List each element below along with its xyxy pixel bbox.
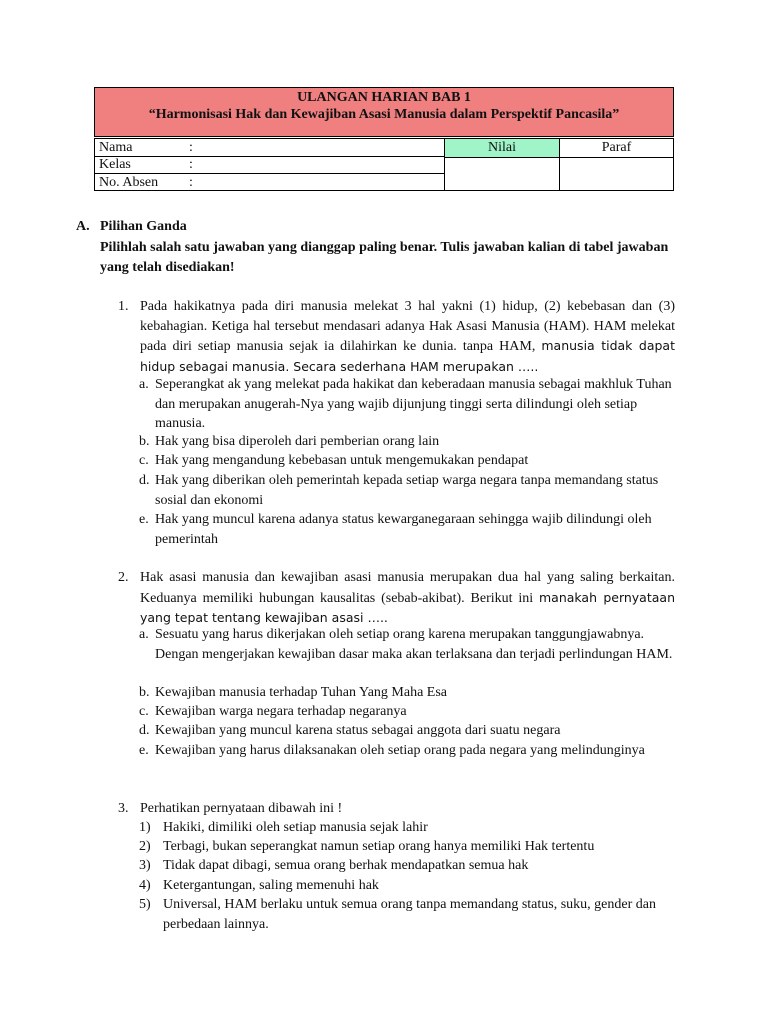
statement-text: Hakiki, dimiliki oleh setiap manusia sejak lahir — [163, 820, 428, 835]
section-marker: A. — [76, 219, 90, 234]
question-stem — [140, 297, 675, 377]
paraf-header: Paraf — [560, 139, 673, 158]
option-letter: a. — [139, 377, 149, 392]
exam-title: ULANGAN HARIAN BAB 1 — [297, 90, 471, 105]
option-text: Sesuatu yang harus dikerjakan oleh setiap orang karena merupakan tanggungjawabnya. Dengan mengerjakan kewajiban dasar maka akan terlaksana dan terjadi perlindungan HAM. — [155, 627, 673, 662]
option-letter: a. — [139, 627, 149, 642]
absen-row — [95, 173, 444, 191]
exam-subtitle: “Harmonisasi Hak dan Kewajiban Asasi Manusia dalam Perspektif Pancasila” — [148, 107, 620, 122]
option-letter: b. — [139, 434, 150, 449]
absen-label: No. Absen — [99, 175, 159, 190]
option-text: Seperangkat ak yang melekat pada hakikat dan keberadaan manusia sebagai makhluk Tuhan dan merupakan anugerah-Nya yang wajib dijunjung tinggi serta dilindungi oleh setiap manusia. — [155, 377, 672, 431]
option-text: Kewajiban warga negara terhadap negaranya — [155, 704, 407, 719]
nama-colon: : — [189, 140, 193, 155]
option-letter: c. — [139, 704, 149, 719]
question-stem-text: Hak asasi manusia dan kewajiban asasi manusia merupakan dua hal yang saling berkaitan. Keduanya memiliki hubungan kausalitas (sebab-akibat). Berikut ini — [140, 570, 675, 606]
question-number: 3. — [118, 801, 129, 816]
option-text: Kewajiban yang harus dilaksanakan oleh setiap orang pada negara yang melindunginya — [155, 743, 645, 758]
option-text: Hak yang diberikan oleh pemerintah kepada setiap warga negara tanpa memandang status sosial dan ekonomi — [155, 473, 659, 508]
option-letter: e. — [139, 743, 149, 758]
statement-number: 5) — [139, 897, 151, 912]
student-info-table — [94, 138, 674, 191]
section-title: Pilihan Ganda — [100, 219, 187, 234]
statement-number: 2) — [139, 839, 151, 854]
question-number: 2. — [118, 570, 129, 585]
statement-text: Ketergantungan, saling memenuhi hak — [163, 878, 379, 893]
section-instruction: Pilihlah salah satu jawaban yang dianggap paling benar. Tulis jawaban kalian di tabel jawaban yang telah disediakan! — [100, 240, 669, 275]
kelas-colon: : — [189, 157, 193, 172]
nilai-header: Nilai — [445, 139, 559, 158]
option-letter: e. — [139, 512, 149, 527]
question-stem-text: manusia tidak dapat hidup sebagai manusia. Secara sederhana HAM merupakan ….. — [140, 338, 675, 374]
question-stem-text: manakah pernyataan yang tepat tentang kewajiban asasi ….. — [140, 589, 675, 625]
option-letter: b. — [139, 685, 150, 700]
absen-colon: : — [189, 175, 193, 190]
option-text: Hak yang muncul karena adanya status kewarganegaraan sehingga wajib dilindungi oleh pemerintah — [155, 512, 652, 547]
question-stem — [140, 568, 675, 629]
statement-text: Terbagi, bukan seperangkat namun setiap orang hanya memiliki Hak tertentu — [163, 839, 595, 854]
exam-header — [94, 87, 674, 137]
option-text: Kewajiban yang muncul karena status sebagai anggota dari suatu negara — [155, 723, 561, 738]
statement-number: 1) — [139, 820, 151, 835]
statement-text: Universal, HAM berlaku untuk semua orang tanpa memandang status, suku, gender dan perbedaan lainnya. — [163, 897, 656, 932]
question-stem-text: Pada hakikatnya pada diri manusia melekat 3 hal yakni (1) hidup, (2) kebebasan dan (3) kebahagian. Ketiga hal tersebut mendasari adanya Hak Asasi Manusia (HAM). HAM melekat pada diri setiap manusia sejak ia dilahirkan ke dunia. tanpa HAM, — [140, 299, 675, 354]
option-text: Hak yang bisa diperoleh dari pemberian orang lain — [155, 434, 440, 449]
kelas-row — [95, 156, 444, 173]
nama-row — [95, 139, 444, 157]
question-stem: Perhatikan pernyataan dibawah ini ! — [140, 801, 343, 816]
option-text: Hak yang mengandung kebebasan untuk mengemukakan pendapat — [155, 453, 529, 468]
kelas-label: Kelas — [99, 157, 131, 172]
option-letter: d. — [139, 723, 150, 738]
statement-number: 3) — [139, 858, 151, 873]
statement-number: 4) — [139, 878, 151, 893]
option-letter: c. — [139, 453, 149, 468]
option-letter: d. — [139, 473, 150, 488]
question-number: 1. — [118, 299, 129, 314]
statement-text: Tidak dapat dibagi, semua orang berhak mendapatkan semua hak — [163, 858, 529, 873]
option-text: Kewajiban manusia terhadap Tuhan Yang Maha Esa — [155, 685, 448, 700]
nama-label: Nama — [99, 140, 133, 155]
